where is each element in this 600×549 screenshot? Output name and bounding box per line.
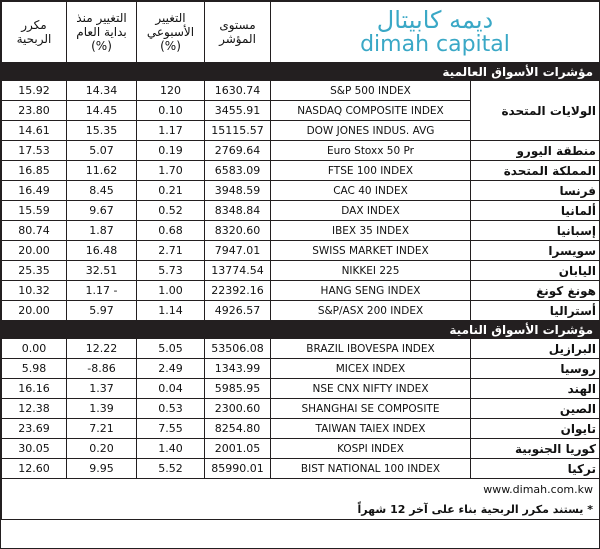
country-cell: منطقة اليورو [471, 141, 600, 161]
country-cell: ألمانيا [471, 201, 600, 221]
index-name-cell: FTSE 100 INDEX [271, 161, 471, 181]
index-level-cell: 8254.80 [205, 419, 271, 439]
country-cell: سويسرا [471, 241, 600, 261]
table-row [2, 201, 600, 221]
index-level-cell: 6583.09 [205, 161, 271, 181]
index-name-cell: NIKKEI 225 [271, 261, 471, 281]
index-name-cell: MICEX INDEX [271, 359, 471, 379]
weekly-change-cell: 1.14 [137, 301, 205, 321]
section-global-row [2, 63, 600, 81]
index-name-cell: NASDAQ COMPOSITE INDEX [271, 101, 471, 121]
index-level-cell: 8348.84 [205, 201, 271, 221]
ytd-change-cell: 15.35 [67, 121, 137, 141]
pe-ratio-cell: 80.74 [2, 221, 67, 241]
table-row [2, 181, 600, 201]
footer-note-row [2, 499, 600, 520]
index-name-cell: SHANGHAI SE COMPOSITE [271, 399, 471, 419]
pe-header: مكرر الربحية [2, 2, 67, 63]
table-row [2, 141, 600, 161]
weekly-change-cell: 0.04 [137, 379, 205, 399]
table-row [2, 261, 600, 281]
pe-ratio-cell: 23.80 [2, 101, 67, 121]
section-emerging-title: مؤشرات الأسواق النامية [2, 321, 600, 339]
index-level-cell: 2300.60 [205, 399, 271, 419]
index-name-cell: TAIWAN TAIEX INDEX [271, 419, 471, 439]
index-name-cell: DAX INDEX [271, 201, 471, 221]
weekly-change-cell: 5.73 [137, 261, 205, 281]
index-level-cell: 2001.05 [205, 439, 271, 459]
ytd-change-cell: 1.39 [67, 399, 137, 419]
country-cell: البرازيل [471, 339, 600, 359]
ytd-change-cell: 14.45 [67, 101, 137, 121]
weekly-change-cell: 0.19 [137, 141, 205, 161]
ytd-change-cell: 1.17 - [67, 281, 137, 301]
ytd-change-cell: 12.22 [67, 339, 137, 359]
weekly-change-cell: 0.53 [137, 399, 205, 419]
country-cell: كوريا الجنوبية [471, 439, 600, 459]
logo [271, 2, 600, 63]
pe-footnote: * يستند مكرر الربحية بناء على آخر 12 شهراً [2, 499, 600, 520]
ytd-change-cell: 16.48 [67, 241, 137, 261]
table-row [2, 419, 600, 439]
country-cell: الولايات المتحدة [471, 81, 600, 141]
weekly-change-cell: 0.21 [137, 181, 205, 201]
index-name-cell: DOW JONES INDUS. AVG [271, 121, 471, 141]
country-cell: الصين [471, 399, 600, 419]
ytd-change-cell: 8.45 [67, 181, 137, 201]
country-cell: تركيا [471, 459, 600, 479]
ytd-change-cell: 32.51 [67, 261, 137, 281]
ytd-change-cell: 0.20 [67, 439, 137, 459]
weekly-change-cell: 120 [137, 81, 205, 101]
index-name-cell: HANG SENG INDEX [271, 281, 471, 301]
pe-ratio-cell: 30.05 [2, 439, 67, 459]
ytd-change-cell: -8.86 [67, 359, 137, 379]
index-name-cell: CAC 40 INDEX [271, 181, 471, 201]
index-level-cell: 3948.59 [205, 181, 271, 201]
index-name-cell: IBEX 35 INDEX [271, 221, 471, 241]
weekly-change-cell: 1.17 [137, 121, 205, 141]
index-name-cell: Euro Stoxx 50 Pr [271, 141, 471, 161]
index-name-cell: S&P/ASX 200 INDEX [271, 301, 471, 321]
ytd-change-cell: 5.97 [67, 301, 137, 321]
pe-ratio-cell: 12.60 [2, 459, 67, 479]
weekly-change-header: التغيير الأسبوعي (%) [137, 2, 205, 63]
pe-ratio-cell: 20.00 [2, 241, 67, 261]
index-level-header: مستوى المؤشر [205, 2, 271, 63]
index-level-cell: 13774.54 [205, 261, 271, 281]
table-row [2, 161, 600, 181]
section-global-title: مؤشرات الأسواق العالمية [2, 63, 600, 81]
table-row [2, 301, 600, 321]
pe-ratio-cell: 16.49 [2, 181, 67, 201]
weekly-change-cell: 2.71 [137, 241, 205, 261]
weekly-change-cell: 1.00 [137, 281, 205, 301]
table-row [2, 439, 600, 459]
table-row [2, 459, 600, 479]
pe-ratio-cell: 14.61 [2, 121, 67, 141]
weekly-change-cell: 7.55 [137, 419, 205, 439]
section-emerging-row [2, 321, 600, 339]
index-level-cell: 7947.01 [205, 241, 271, 261]
pe-ratio-cell: 15.92 [2, 81, 67, 101]
index-name-cell: BIST NATIONAL 100 INDEX [271, 459, 471, 479]
country-cell: المملكة المتحدة [471, 161, 600, 181]
table-row [2, 221, 600, 241]
index-level-cell: 3455.91 [205, 101, 271, 121]
index-level-cell: 15115.57 [205, 121, 271, 141]
indices-grid [1, 1, 600, 520]
pe-ratio-cell: 23.69 [2, 419, 67, 439]
pe-ratio-cell: 16.16 [2, 379, 67, 399]
weekly-change-cell: 0.52 [137, 201, 205, 221]
table-row [2, 359, 600, 379]
index-level-cell: 1630.74 [205, 81, 271, 101]
index-level-cell: 1343.99 [205, 359, 271, 379]
index-level-cell: 22392.16 [205, 281, 271, 301]
ytd-change-cell: 9.95 [67, 459, 137, 479]
logo-arabic: ديمه كابيتال [376, 6, 494, 34]
pe-ratio-cell: 17.53 [2, 141, 67, 161]
country-cell: الهند [471, 379, 600, 399]
weekly-change-cell: 1.40 [137, 439, 205, 459]
ytd-change-cell: 5.07 [67, 141, 137, 161]
index-level-cell: 5985.95 [205, 379, 271, 399]
index-name-cell: BRAZIL IBOVESPA INDEX [271, 339, 471, 359]
country-cell: هونغ كونغ [471, 281, 600, 301]
index-level-cell: 2769.64 [205, 141, 271, 161]
index-level-cell: 85990.01 [205, 459, 271, 479]
ytd-change-cell: 9.67 [67, 201, 137, 221]
index-name-cell: SWISS MARKET INDEX [271, 241, 471, 261]
index-level-cell: 8320.60 [205, 221, 271, 241]
header-row [2, 2, 600, 63]
weekly-change-cell: 1.70 [137, 161, 205, 181]
country-cell: تايوان [471, 419, 600, 439]
table-row [2, 281, 600, 301]
website-url: www.dimah.com.kw [2, 479, 600, 500]
ytd-change-cell: 1.37 [67, 379, 137, 399]
ytd-change-cell: 7.21 [67, 419, 137, 439]
ytd-change-cell: 14.34 [67, 81, 137, 101]
index-name-cell: NSE CNX NIFTY INDEX [271, 379, 471, 399]
index-name-cell: KOSPI INDEX [271, 439, 471, 459]
index-level-cell: 53506.08 [205, 339, 271, 359]
ytd-change-header: التغيير منذ بداية العام (%) [67, 2, 137, 63]
logo-english: dimah capital [360, 32, 510, 57]
weekly-change-cell: 2.49 [137, 359, 205, 379]
index-name-cell: S&P 500 INDEX [271, 81, 471, 101]
table-row [2, 379, 600, 399]
table-row [2, 241, 600, 261]
weekly-change-cell: 0.68 [137, 221, 205, 241]
country-cell: فرنسا [471, 181, 600, 201]
country-cell: أستراليا [471, 301, 600, 321]
pe-ratio-cell: 12.38 [2, 399, 67, 419]
pe-ratio-cell: 16.85 [2, 161, 67, 181]
country-cell: روسيا [471, 359, 600, 379]
pe-ratio-cell: 5.98 [2, 359, 67, 379]
pe-ratio-cell: 0.00 [2, 339, 67, 359]
index-level-cell: 4926.57 [205, 301, 271, 321]
table-row [2, 81, 600, 101]
table-row [2, 399, 600, 419]
pe-ratio-cell: 10.32 [2, 281, 67, 301]
country-cell: إسبانيا [471, 221, 600, 241]
weekly-change-cell: 5.05 [137, 339, 205, 359]
footer-url-row [2, 479, 600, 500]
ytd-change-cell: 11.62 [67, 161, 137, 181]
country-cell: اليابان [471, 261, 600, 281]
pe-ratio-cell: 25.35 [2, 261, 67, 281]
table-row [2, 339, 600, 359]
ytd-change-cell: 1.87 [67, 221, 137, 241]
weekly-change-cell: 5.52 [137, 459, 205, 479]
weekly-change-cell: 0.10 [137, 101, 205, 121]
pe-ratio-cell: 15.59 [2, 201, 67, 221]
pe-ratio-cell: 20.00 [2, 301, 67, 321]
